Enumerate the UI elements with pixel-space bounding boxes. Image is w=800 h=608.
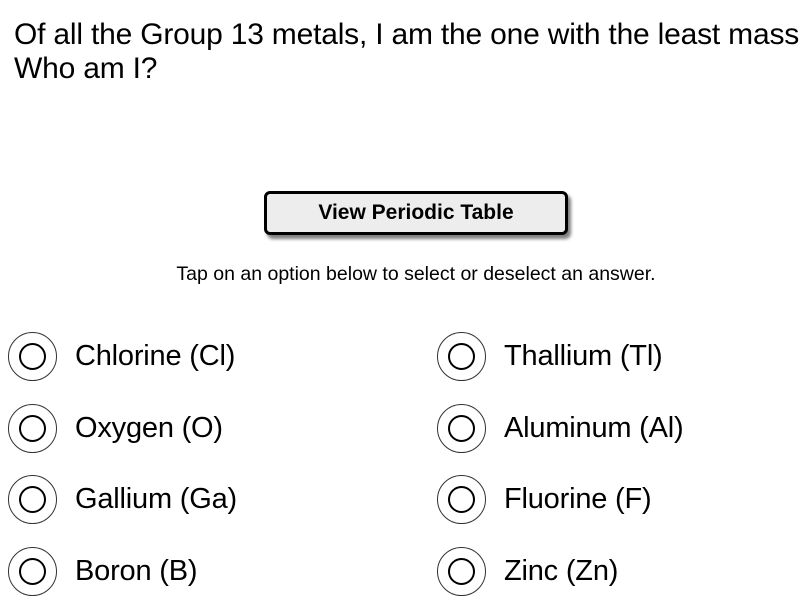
option-label: Oxygen (O): [75, 411, 223, 444]
option-label: Fluorine (F): [504, 483, 652, 516]
radio-inner-circle: [448, 486, 475, 513]
radio-icon[interactable]: [8, 332, 57, 381]
option-chlorine[interactable]: [8, 321, 437, 393]
radio-icon[interactable]: [8, 404, 57, 453]
radio-inner-circle: [19, 343, 46, 370]
option-zinc[interactable]: [437, 536, 800, 608]
radio-inner-circle: [448, 415, 475, 442]
option-gallium[interactable]: [8, 464, 437, 536]
option-label: Thallium (Tl): [504, 340, 663, 373]
option-oxygen[interactable]: [8, 393, 437, 465]
radio-icon[interactable]: [437, 404, 486, 453]
option-thallium[interactable]: [437, 321, 800, 393]
radio-icon[interactable]: [8, 475, 57, 524]
view-periodic-table-button[interactable]: View Periodic Table: [264, 191, 568, 235]
radio-icon[interactable]: [8, 547, 57, 596]
question-text: [14, 18, 799, 86]
radio-inner-circle: [19, 558, 46, 585]
option-label: Gallium (Ga): [75, 483, 237, 516]
radio-icon[interactable]: [437, 475, 486, 524]
option-label: Boron (B): [75, 554, 198, 587]
question-line-2: Who am I?: [14, 52, 158, 85]
options-grid: [0, 321, 800, 607]
option-fluorine[interactable]: [437, 464, 800, 536]
option-aluminum[interactable]: [437, 393, 800, 465]
radio-icon[interactable]: [437, 332, 486, 381]
radio-inner-circle: [19, 415, 46, 442]
option-label: Chlorine (Cl): [75, 340, 236, 373]
radio-icon[interactable]: [437, 547, 486, 596]
radio-inner-circle: [19, 486, 46, 513]
question-line-1: Of all the Group 13 metals, I am the one with the least mass: [14, 18, 800, 51]
radio-inner-circle: [448, 343, 475, 370]
instruction-text: Tap on an option below to select or deselect an answer.: [176, 263, 656, 285]
radio-inner-circle: [448, 558, 475, 585]
option-label: Zinc (Zn): [504, 554, 619, 587]
option-boron[interactable]: [8, 536, 437, 608]
option-label: Aluminum (Al): [504, 411, 684, 444]
